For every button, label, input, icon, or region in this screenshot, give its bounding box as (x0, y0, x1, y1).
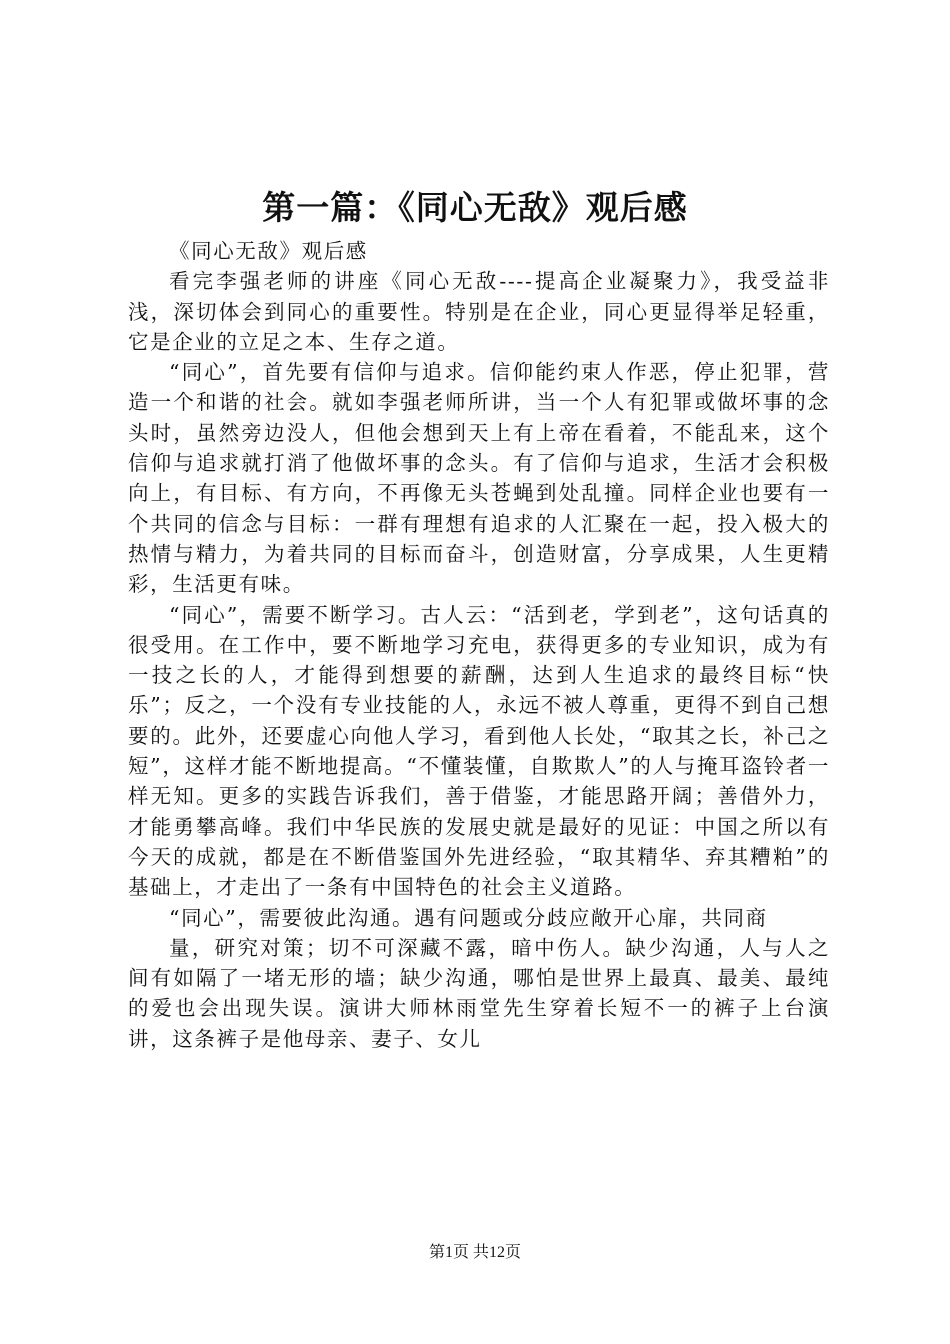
body-paragraph: “同心”，首先要有信仰与追求。信仰能约束人作恶，停止犯罪，营造一个和谐的社会。就如李强老师所讲，当一个人有犯罪或做坏事的念头时，虽然旁边没人，但他会想到天上有上帝在看着，不能乱来，这个信仰与追求就打消了他做坏事的念头。有了信仰与追求，生活才会积极向上，有目标、有方向，不再像无头苍蝇到处乱撞。同样企业也要有一个共同的信念与目标：一群有理想有追求的人汇聚在一起，投入极大的热情与精力，为着共同的目标而奋斗，创造财富，分享成果，人生更精彩，生活更有味。 (128, 360, 830, 597)
document-title: 第一篇：《同心无敌》观后感 (262, 188, 688, 227)
body-paragraph: “同心”，需要不断学习。古人云：“活到老，学到老”，这句话真的很受用。在工作中，要不断地学习充电，获得更多的专业知识，成为有一技之长的人，才能得到想要的薪酬，达到人生追求的最终目标“快乐”；反之，一个没有专业技能的人，永远不被人尊重，更得不到自己想要的。此外，还要虚心向他人学习，看到他人长处，“取其之长，补己之短”，这样才能不断地提高。“不懂装懂，自欺欺人”的人与掩耳盗铃者一样无知。更多的实践告诉我们，善于借鉴，才能思路开阔；善借外力，才能勇攀高峰。我们中华民族的发展史就是最好的见证：中国之所以有今天的成就，都是在不断借鉴国外先进经验，“取其精华、弃其糟粕”的基础上，才走出了一条有中国特色的社会主义道路。 (128, 602, 830, 900)
subtitle-paragraph: 《同心无敌》观后感 (169, 239, 368, 263)
body-paragraph: 看完李强老师的讲座《同心无敌----提高企业凝聚力》，我受益非浅，深切体会到同心的重要性。特别是在企业，同心更显得举足轻重，它是企业的立足之本、生存之道。 (128, 269, 830, 354)
document-body (128, 236, 830, 1054)
page-footer: 第1页 共12页 (428, 1244, 521, 1261)
body-paragraph: “同心”，需要彼此沟通。遇有问题或分歧应敞开心扉，共同商 (169, 905, 768, 930)
body-paragraph: 量，研究对策；切不可深藏不露，暗中伤人。缺少沟通，人与人之间有如隔了一堵无形的墙；缺少沟通，哪怕是世界上最真、最美、最纯的爱也会出现失误。演讲大师林雨堂先生穿着长短不一的裤子上台演讲，这条裤子是他母亲、妻子、女儿 (128, 935, 830, 1051)
